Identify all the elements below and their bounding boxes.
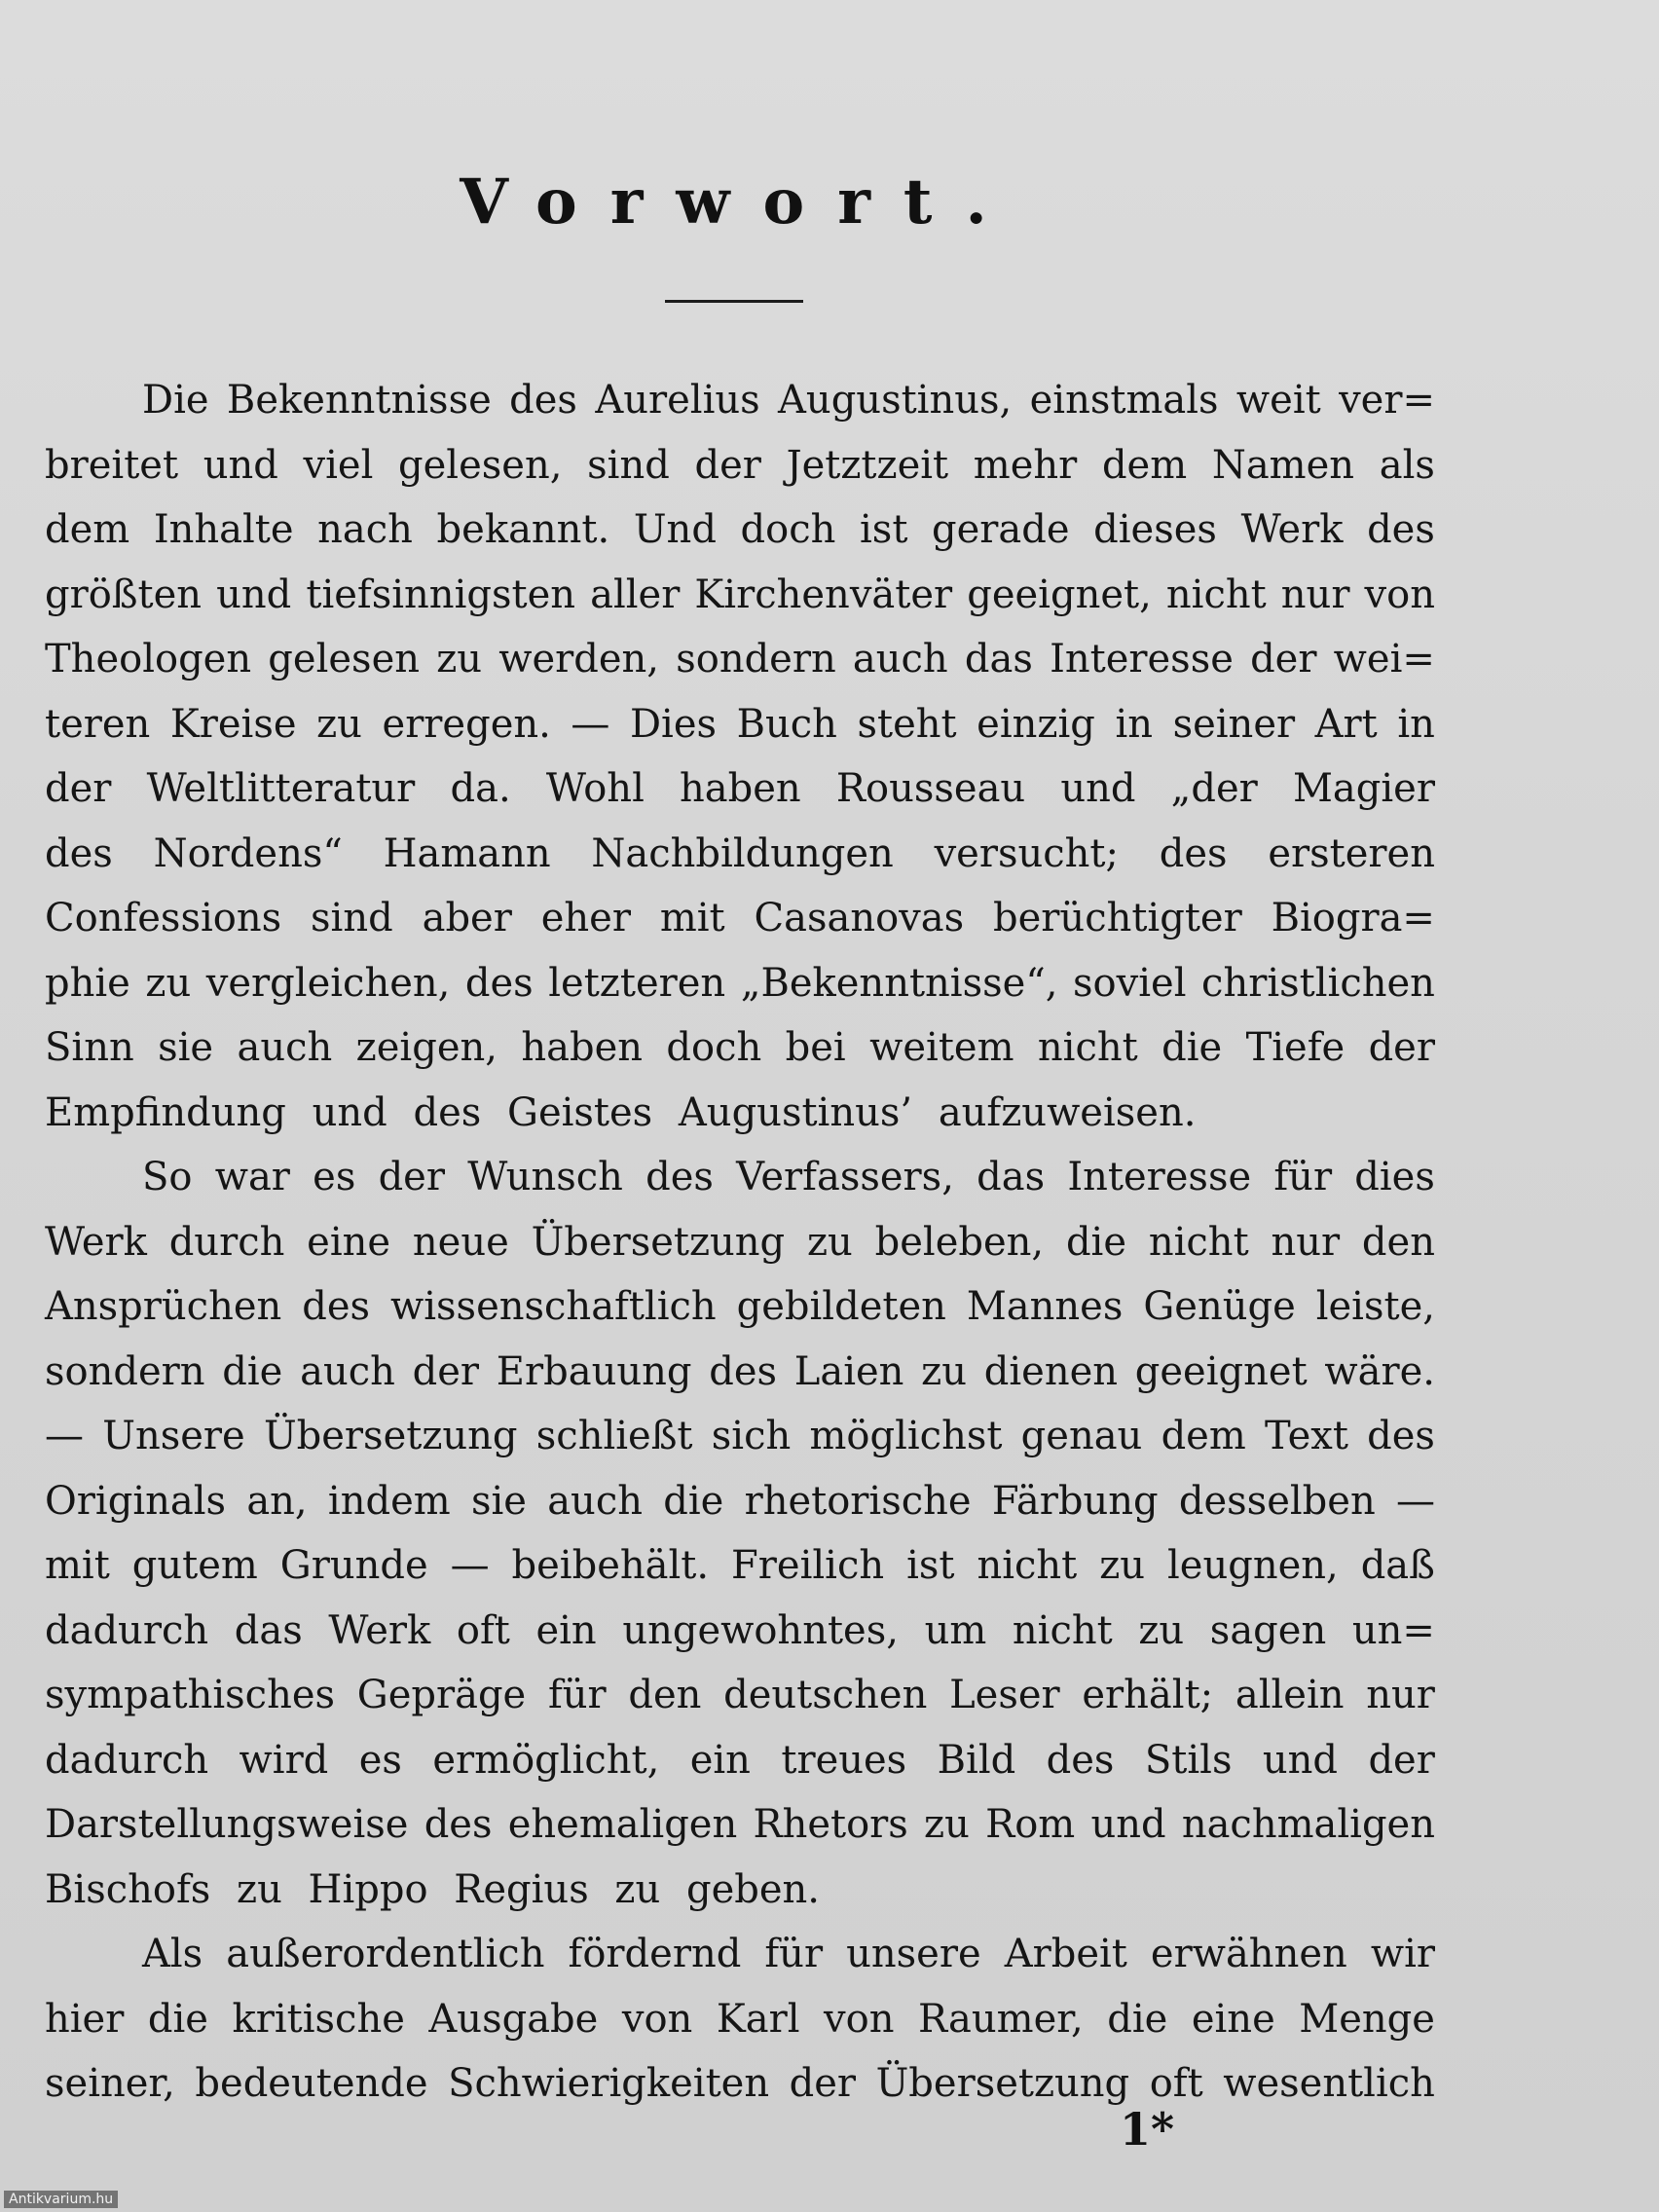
text-line: hier die kritische Ausgabe von Karl von Raumer, die eine Menge: [45, 1996, 1435, 2042]
text-line: sympathisches Gepräge für den deutschen Leser erhält; allein nur: [45, 1673, 1435, 1717]
text-line: dem Inhalte nach bekannt. Und doch ist gerade dieses Werk des: [45, 507, 1435, 552]
text-line: Sinn sie auch zeigen, haben doch bei weitem nicht die Tiefe der: [45, 1025, 1435, 1070]
text-line: Theologen gelesen zu werden, sondern auch das Interesse der wei=: [45, 637, 1435, 682]
text-line: teren Kreise zu erregen. — Dies Buch steht einzig in seiner Art in: [45, 701, 1435, 747]
text-line: Darstellungsweise des ehemaligen Rhetors zu Rom und nachmaligen: [45, 1802, 1435, 1847]
text-line: — Unsere Übersetzung schließt sich möglichst genau dem Text des: [45, 1414, 1435, 1458]
paragraph: [45, 368, 1435, 1145]
text-line: mit gutem Grunde — beibehält. Freilich ist nicht zu leugnen, daß: [45, 1543, 1435, 1588]
text-line: der Weltlitteratur da. Wohl haben Rousseau und „der Magier: [45, 766, 1435, 811]
paragraph: [45, 1145, 1435, 1922]
watermark: Antikvarium.hu: [4, 2191, 118, 2208]
text-line: Werk durch eine neue Übersetzung zu beleben, die nicht nur den: [45, 1219, 1435, 1265]
text-line: Ansprüchen des wissenschaftlich gebildeten Mannes Genüge leiste,: [45, 1284, 1435, 1329]
text-line: Die Bekenntnisse des Aurelius Augustinus, einstmals weit ver=: [142, 378, 1435, 423]
text-line: Bischofs zu Hippo Regius zu geben.: [45, 1866, 821, 1912]
paragraph: [45, 1922, 1435, 2117]
page-heading: Vorwort.: [460, 166, 1020, 239]
text-line: Empfindung und des Geistes Augustinus’ aufzuweisen.: [45, 1089, 1197, 1135]
text-line: dadurch das Werk oft ein ungewohntes, um nicht zu sagen un=: [45, 1607, 1435, 1653]
text-line: dadurch wird es ermöglicht, ein treues Bild des Stils und der: [45, 1737, 1435, 1783]
text-line: Confessions sind aber eher mit Casanovas berüchtigter Biogra=: [45, 896, 1435, 940]
text-line: Als außerordentlich fördernd für unsere Arbeit erwähnen wir: [142, 1932, 1435, 1976]
heading-rule: [665, 300, 803, 303]
signature-mark: 1*: [1120, 2103, 1175, 2156]
text-line: seiner, bedeutende Schwierigkeiten der Übersetzung oft wesentlich: [45, 2061, 1435, 2106]
text-line: breitet und viel gelesen, sind der Jetztzeit mehr dem Namen als: [45, 442, 1435, 488]
text-line: des Nordens“ Hamann Nachbildungen versucht; des ersteren: [45, 830, 1435, 876]
text-line: Originals an, indem sie auch die rhetorische Färbung desselben —: [45, 1478, 1435, 1524]
text-line: größten und tiefsinnigsten aller Kirchenväter geeignet, nicht nur von: [45, 571, 1435, 617]
text-line: phie zu vergleichen, des letzteren „Bekenntnisse“, soviel christlichen: [45, 960, 1435, 1006]
text-line: So war es der Wunsch des Verfassers, das Interesse für dies: [142, 1155, 1435, 1199]
body-text: [45, 368, 1435, 2117]
text-line: sondern die auch der Erbauung des Laien zu dienen geeignet wäre.: [45, 1348, 1435, 1394]
